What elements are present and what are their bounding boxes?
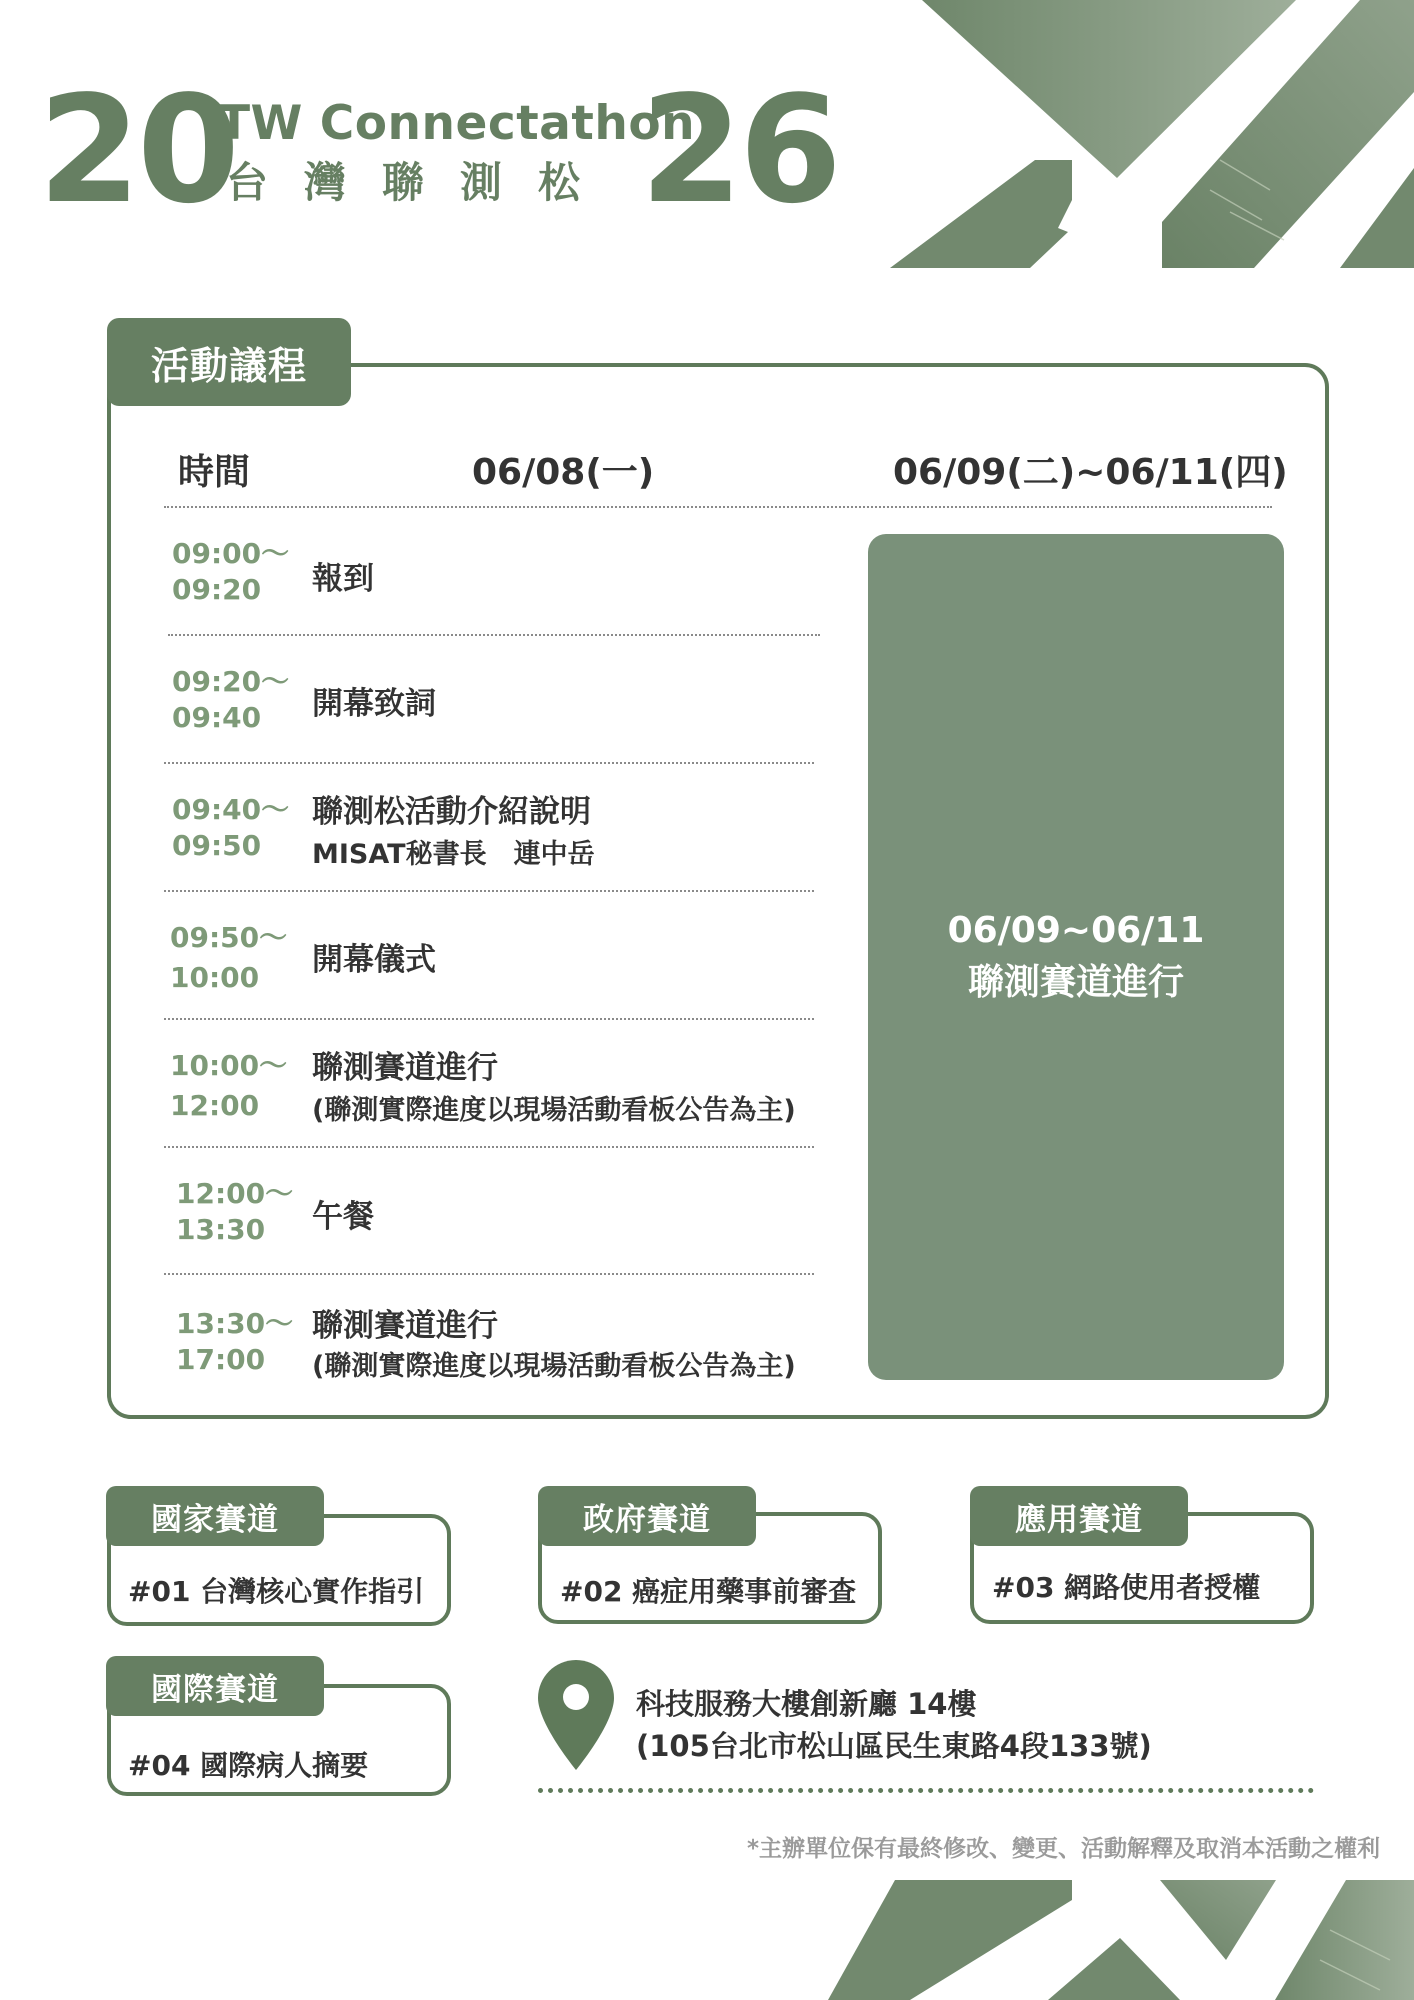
event-note: (聯測實際進度以現場活動看板公告為主) xyxy=(312,1351,796,1382)
agenda-row xyxy=(164,920,824,1040)
time-range: 10:00～ 12:00 xyxy=(170,1049,288,1122)
year-suffix: 26 xyxy=(640,64,838,236)
time-range: 13:30～ 17:00 xyxy=(176,1307,294,1376)
location-pin-icon xyxy=(538,1660,614,1770)
title-chinese: 台灣聯測松 xyxy=(226,158,617,207)
event-note: (聯測實際進度以現場活動看板公告為主) xyxy=(312,1095,796,1126)
col-header-time: 時間 xyxy=(178,452,251,493)
row-divider xyxy=(164,1273,814,1275)
row-divider xyxy=(164,1146,814,1148)
event-title: 聯測松活動介紹說明 xyxy=(312,794,591,830)
event-speaker: MISAT秘書長 連中岳 xyxy=(312,839,595,870)
row-divider xyxy=(164,890,814,892)
venue-name: 科技服務大樓創新廳 14樓 xyxy=(636,1687,977,1721)
track-label: 應用賽道 xyxy=(970,1486,1188,1546)
col-header-day2: 06/09(二)~06/11(四) xyxy=(893,452,1288,493)
agenda-row xyxy=(164,1176,824,1296)
disclaimer-note: *主辦單位保有最終修改、變更、活動解釋及取消本活動之權利 xyxy=(746,1836,1380,1862)
track-label: 政府賽道 xyxy=(538,1486,756,1546)
time-range: 09:40～ 09:50 xyxy=(172,793,290,862)
track-item: #03 網路使用者授權 xyxy=(992,1571,1261,1604)
time-range: 12:00～ 13:30 xyxy=(176,1177,294,1246)
row-divider xyxy=(164,1018,814,1020)
multi-day-dates: 06/09~06/11 xyxy=(947,910,1205,951)
agenda-row xyxy=(164,792,824,912)
col-header-day1: 06/08(一) xyxy=(472,452,655,493)
row-divider xyxy=(168,634,820,636)
agenda-row xyxy=(164,536,824,656)
time-range: 09:00～ 09:20 xyxy=(172,537,290,606)
event-title: 開幕致詞 xyxy=(312,686,436,722)
track-label: 國際賽道 xyxy=(106,1656,324,1716)
time-range: 09:20～ 09:40 xyxy=(172,665,290,734)
venue-address: (105台北市松山區民生東路4段133號) xyxy=(636,1729,1152,1763)
venue-divider xyxy=(538,1788,1314,1793)
multi-day-activity: 聯測賽道進行 xyxy=(967,962,1184,1003)
agenda-row xyxy=(164,1306,824,1426)
header-divider xyxy=(164,506,1272,508)
agenda-tab: 活動議程 xyxy=(107,318,351,406)
year-prefix: 20 xyxy=(38,64,236,236)
multi-day-block xyxy=(868,534,1284,1380)
track-item: #04 國際病人摘要 xyxy=(128,1749,369,1782)
event-title: 聯測賽道進行 xyxy=(312,1050,498,1086)
track-item: #01 台灣核心實作指引 xyxy=(128,1575,425,1608)
row-divider xyxy=(164,762,814,764)
track-item: #02 癌症用藥事前審查 xyxy=(560,1575,857,1608)
title-english: TW Connectathon xyxy=(218,96,696,151)
event-title: 聯測賽道進行 xyxy=(312,1308,498,1344)
agenda-row xyxy=(164,664,824,784)
event-title: 報到 xyxy=(312,561,374,597)
time-range: 09:50～ 10:00 xyxy=(170,921,288,994)
event-title: 午餐 xyxy=(312,1199,374,1235)
track-label: 國家賽道 xyxy=(106,1486,324,1546)
agenda-row xyxy=(164,1048,824,1168)
event-title: 開幕儀式 xyxy=(312,942,436,978)
